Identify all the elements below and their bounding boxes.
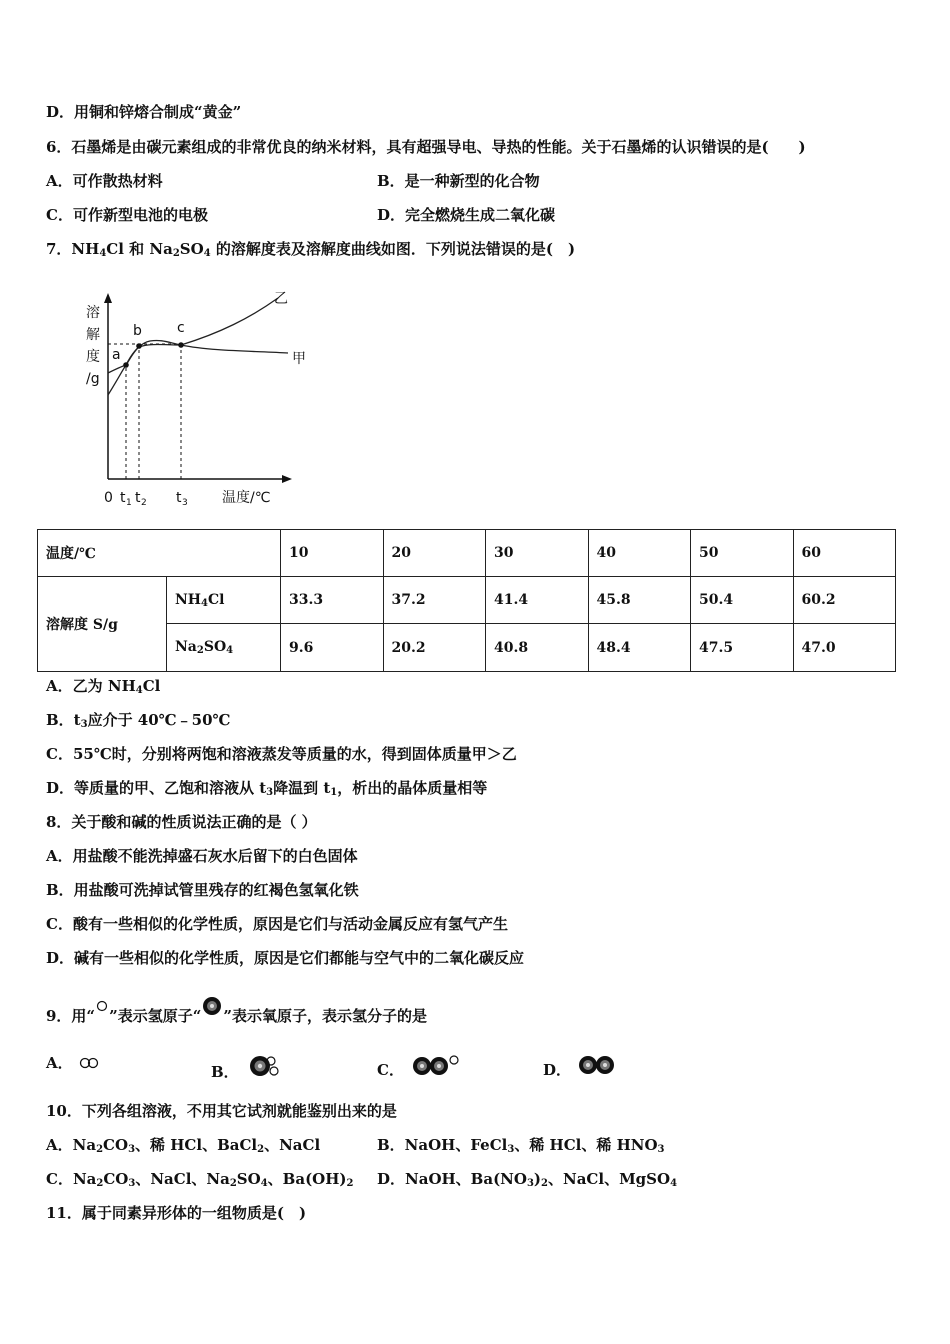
oxygen-atom-icon bbox=[201, 995, 223, 1017]
y-axis-arrow bbox=[104, 293, 112, 303]
q10-stem: 10．下列各组溶液，不用其它试剂就能鉴别出来的是 bbox=[46, 1102, 397, 1120]
cell-na2so4-10: 9.6 bbox=[281, 624, 384, 672]
o2-molecule-icon bbox=[576, 1053, 622, 1077]
q9-option-d: D． bbox=[543, 1053, 622, 1080]
temp-20: 20 bbox=[383, 530, 486, 577]
o2-h-molecule-icon bbox=[409, 1053, 467, 1077]
y-label-2: 解 bbox=[86, 327, 100, 343]
temp-30: 30 bbox=[486, 530, 589, 577]
q10-option-a: A．$Na_2CO_3$、稀 HCl、BaCl$_2$、NaCl bbox=[46, 1136, 321, 1155]
cell-nh4cl-20: 37.2 bbox=[383, 577, 486, 624]
y-label-1: 溶 bbox=[86, 305, 100, 321]
x-axis-arrow bbox=[282, 475, 292, 483]
x-tick-t3-sub: 3 bbox=[182, 498, 188, 508]
x-tick-0: 0 bbox=[104, 490, 113, 506]
h2-molecule-icon bbox=[78, 1056, 102, 1070]
hydrogen-atom-icon bbox=[95, 999, 109, 1015]
cell-na2so4-60: 47.0 bbox=[793, 624, 896, 672]
solubility-table bbox=[37, 529, 896, 672]
cell-nh4cl-10: 33.3 bbox=[281, 577, 384, 624]
q9-stem: 9．用“ ”表示氢原子“ ”表示氧原子，表示氢分子的是 bbox=[46, 995, 427, 1026]
cell-na2so4-20: 20.2 bbox=[383, 624, 486, 672]
q9-option-c: C． bbox=[377, 1053, 467, 1080]
curve-jia bbox=[108, 340, 288, 373]
temp-60: 60 bbox=[793, 530, 896, 577]
q8-option-c: C．酸有一些相似的化学性质，原因是它们与活动金属反应有氢气产生 bbox=[46, 915, 508, 933]
series-label-yi: 乙 bbox=[274, 291, 288, 307]
q6-option-c: C．可作新型电池的电极 bbox=[46, 206, 208, 224]
label-a: a bbox=[112, 347, 121, 363]
temp-40: 40 bbox=[588, 530, 691, 577]
cell-na2so4-40: 48.4 bbox=[588, 624, 691, 672]
cell-nh4cl-40: 45.8 bbox=[588, 577, 691, 624]
series-label-jia: 甲 bbox=[292, 351, 306, 367]
q9-option-a: A． bbox=[46, 1053, 102, 1073]
x-tick-t3: t bbox=[176, 490, 182, 506]
h2o-molecule-icon bbox=[244, 1053, 284, 1079]
q7-option-a: A．乙为 $NH_4Cl$ bbox=[46, 677, 161, 696]
y-label-4: /g bbox=[86, 371, 100, 387]
y-label-3: 度 bbox=[86, 349, 100, 365]
temp-10: 10 bbox=[281, 530, 384, 577]
q5-option-d: D．用铜和锌熔合制成“黄金” bbox=[46, 103, 242, 121]
q6-option-d: D．完全燃烧生成二氧化碳 bbox=[377, 206, 556, 224]
q8-option-d: D．碱有一些相似的化学性质，原因是它们都能与空气中的二氧化碳反应 bbox=[46, 949, 525, 967]
q6-stem: 6．石墨烯是由碳元素组成的非常优良的纳米材料，具有超强导电、导热的性能。关于石墨烯的认识错误的是( ) bbox=[46, 138, 806, 156]
q6-option-b: B．是一种新型的化合物 bbox=[377, 172, 540, 190]
x-tick-t1: t bbox=[120, 490, 126, 506]
q7-option-d: D．等质量的甲、乙饱和溶液从 $t_3$降温到 $t_1$，析出的晶体质量相等 bbox=[46, 779, 488, 798]
x-tick-t2-sub: 2 bbox=[141, 498, 147, 508]
point-c bbox=[178, 342, 184, 348]
x-tick-t1-sub: 1 bbox=[126, 498, 132, 508]
q8-option-b: B．用盐酸可洗掉试管里残存的红褐色氢氧化铁 bbox=[46, 881, 359, 899]
row-group-label: 溶解度 S/g bbox=[38, 577, 167, 672]
q7-option-c: C．55℃时，分别将两饱和溶液蒸发等质量的水，得到固体质量甲＞乙 bbox=[46, 745, 517, 763]
x-tick-t2: t bbox=[135, 490, 141, 506]
q8-stem: 8．关于酸和碱的性质说法正确的是（ ） bbox=[46, 813, 317, 831]
temp-50: 50 bbox=[691, 530, 794, 577]
q11-stem: 11．属于同素异形体的一组物质是( ) bbox=[46, 1204, 307, 1222]
point-b bbox=[136, 343, 142, 349]
cell-nh4cl-60: 60.2 bbox=[793, 577, 896, 624]
q6-option-a: A．可作散热材料 bbox=[46, 172, 163, 190]
cell-na2so4-30: 40.8 bbox=[486, 624, 589, 672]
row-name-na2so4: $Na_2SO_4$ bbox=[167, 624, 281, 672]
label-c: c bbox=[177, 320, 185, 336]
q10-option-d: D．NaOH、$Ba(NO_3)_2$、NaCl、MgSO$_4$ bbox=[377, 1170, 678, 1189]
q7-option-b: B．$t_3$应介于 40℃﹣50℃ bbox=[46, 711, 231, 730]
row-name-nh4cl: $NH_4Cl$ bbox=[167, 577, 281, 624]
q9-option-b: B． bbox=[211, 1053, 284, 1082]
q10-option-c: C．$Na_2CO_3$、NaCl、$Na_2SO_4$、$Ba(OH)_2$ bbox=[46, 1170, 354, 1189]
x-axis-label: 温度/℃ bbox=[222, 490, 271, 506]
q8-option-a: A．用盐酸不能洗掉盛石灰水后留下的白色固体 bbox=[46, 847, 358, 865]
table-header-label: 温度/℃ bbox=[38, 530, 281, 577]
solubility-chart bbox=[70, 283, 330, 513]
q10-option-b: B．NaOH、FeCl$_3$、稀 HCl、稀 $HNO_3$ bbox=[377, 1136, 665, 1155]
q7-stem: 7．$NH_4Cl$ 和 $Na_2SO_4$ 的溶解度表及溶解度曲线如图．下列说法错误的是( ) bbox=[46, 240, 576, 259]
cell-nh4cl-30: 41.4 bbox=[486, 577, 589, 624]
cell-nh4cl-50: 50.4 bbox=[691, 577, 794, 624]
point-a bbox=[123, 362, 129, 368]
label-b: b bbox=[133, 323, 142, 339]
cell-na2so4-50: 47.5 bbox=[691, 624, 794, 672]
